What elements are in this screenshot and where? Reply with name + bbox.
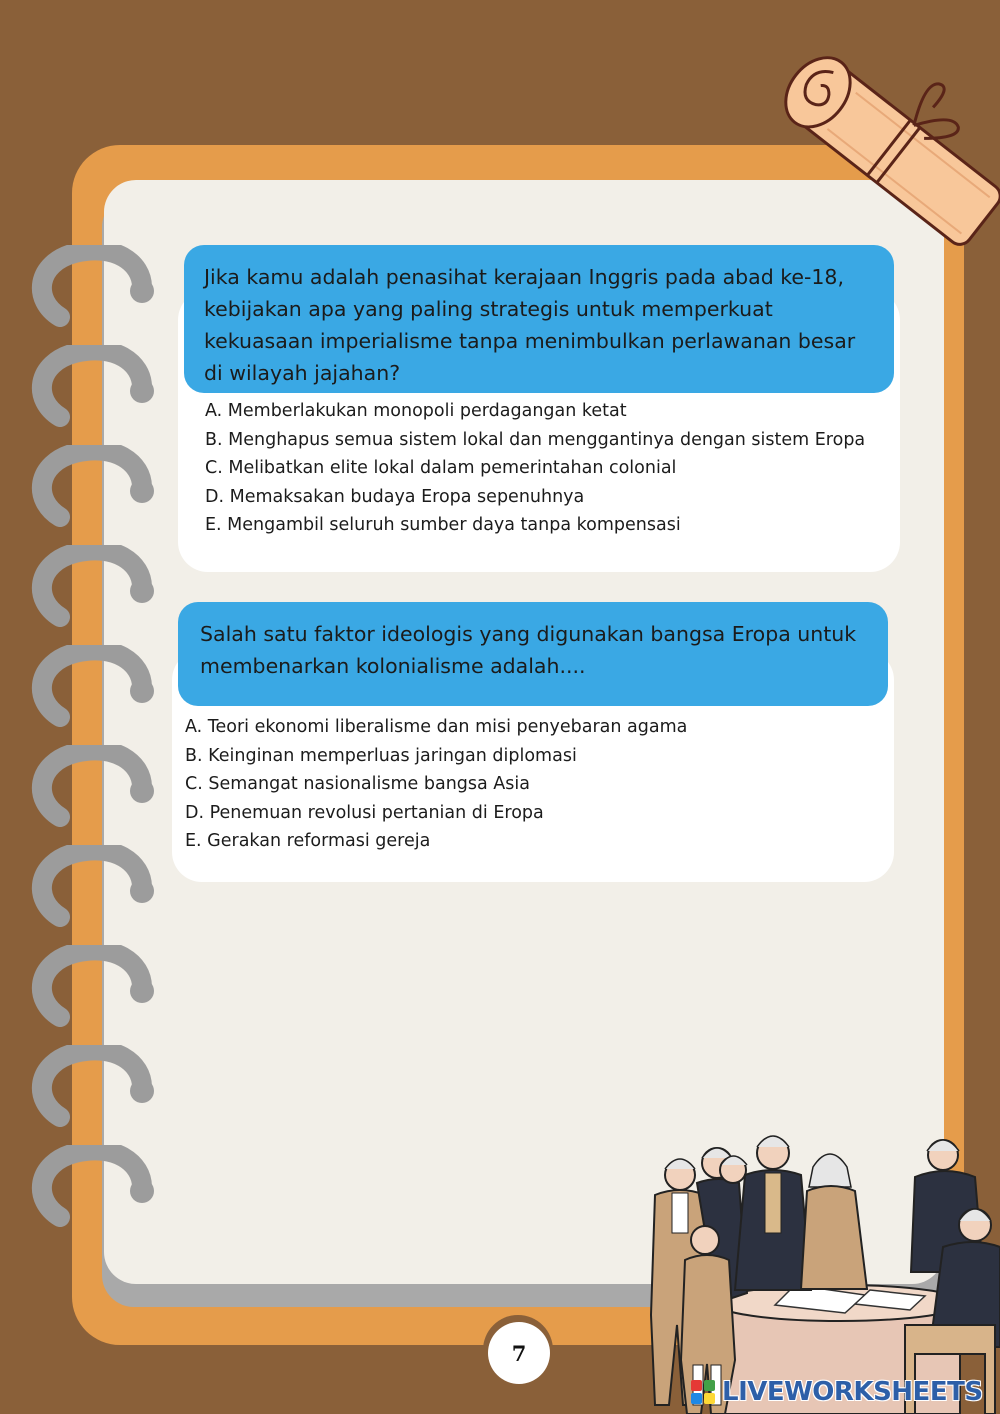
spiral-ring-icon [30,545,165,640]
question-2-option-d[interactable]: D. Penemuan revolusi pertanian di Eropa [185,802,544,823]
founding-fathers-illustration [625,1125,1000,1414]
question-2-option-e[interactable]: E. Gerakan reformasi gereja [185,831,431,851]
question-1-option-b[interactable]: B. Menghapus semua sistem lokal dan menggantinya dengan sistem Eropa [205,429,866,450]
question-1-options [205,397,865,540]
spiral-ring-icon [30,645,165,740]
spiral-ring-icon [30,345,165,440]
spiral-ring-icon [30,445,165,540]
spiral-ring-icon [30,845,165,940]
question-1-option-c[interactable]: C. Melibatkan elite lokal dalam pemerintahan colonial [205,458,677,478]
spiral-ring-icon [30,945,165,1040]
spiral-ring-icon [30,245,165,340]
watermark [690,1372,1000,1412]
question-1-option-e[interactable]: E. Mengambil seluruh sumber daya tanpa kompensasi [205,515,681,535]
paper-scroll-icon [765,40,1000,265]
spiral-ring-icon [30,1145,165,1240]
question-2-text: Salah satu faktor ideologis yang digunakan bangsa Eropa untuk membenarkan kolonialisme adalah.... [178,602,888,706]
question-1-option-d[interactable]: D. Memaksakan budaya Eropa sepenuhnya [205,486,585,507]
question-2-option-a[interactable]: A. Teori ekonomi liberalisme dan misi penyebaran agama [185,717,688,737]
question-2-options [185,713,687,856]
watermark-text: LIVEWORKSHEETS [722,1377,983,1407]
spiral-ring-icon [30,745,165,840]
question-2-option-b[interactable]: B. Keinginan memperluas jaringan diplomasi [185,745,577,766]
question-2-option-c[interactable]: C. Semangat nasionalisme bangsa Asia [185,774,530,794]
liveworksheets-logo-icon [690,1379,716,1405]
page-number: 7 [488,1322,550,1384]
spiral-ring-icon [30,1045,165,1140]
question-1-option-a[interactable]: A. Memberlakukan monopoli perdagangan ketat [205,401,627,421]
question-1-text: Jika kamu adalah penasihat kerajaan Inggris pada abad ke-18, kebijakan apa yang paling strategis untuk memperkuat kekuasaan imperialisme tanpa menimbulkan perlawanan besar di wilayah jajahan? [184,245,894,393]
